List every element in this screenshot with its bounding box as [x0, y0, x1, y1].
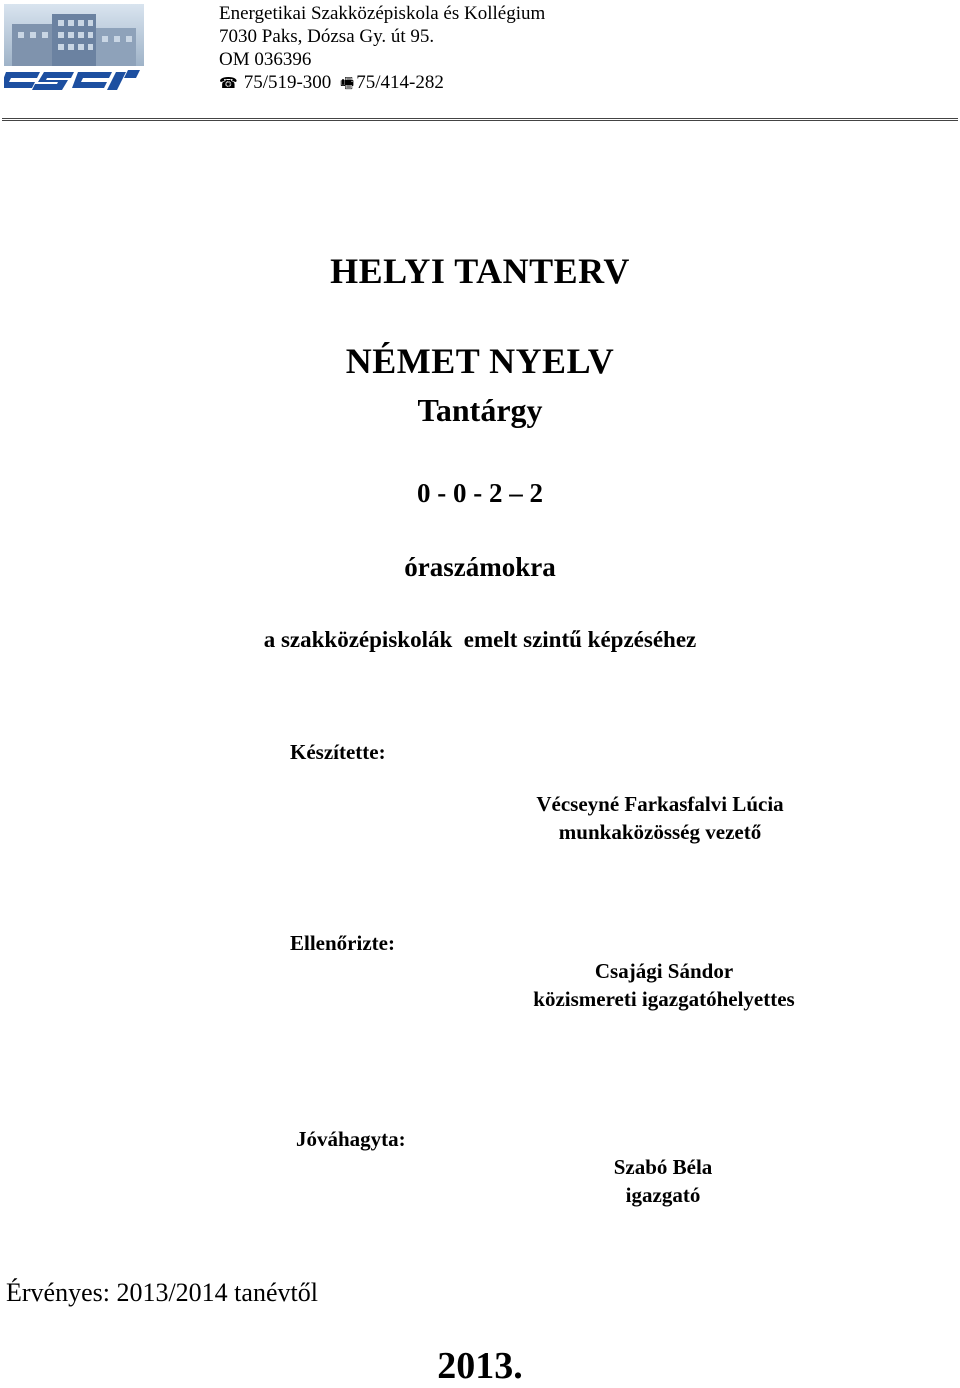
hours-distribution: 0 - 0 - 2 – 2: [417, 478, 543, 508]
school-address: 7030 Paks, Dózsa Gy. út 95.: [219, 26, 435, 47]
document-title: HELYI TANTERV: [330, 251, 630, 291]
checked-role: közismereti igazgatóhelyettes: [533, 987, 795, 1011]
prepared-name: Vécseyné Farkasfalvi Lúcia: [536, 792, 784, 816]
header-divider: [2, 118, 958, 121]
om-number: OM 036396: [219, 49, 312, 70]
contact-line: [219, 72, 444, 94]
school-name: Energetikai Szakközépiskola és Kollégium: [219, 3, 546, 24]
prepared-label: Készítette:: [290, 740, 386, 764]
approved-name: Szabó Béla: [613, 1155, 713, 1179]
approved-role: igazgató: [625, 1183, 701, 1207]
hours-label: óraszámokra: [404, 552, 556, 582]
checked-name: Csajági Sándor: [594, 959, 734, 983]
target-description: a szakközépiskolák emelt szintű képzéséhez: [263, 627, 697, 652]
phone-icon: ☎: [219, 74, 238, 92]
subject-label: Tantárgy: [417, 392, 543, 428]
checked-label: Ellenőrizte:: [290, 931, 395, 955]
prepared-role: munkaközösség vezető: [558, 820, 762, 844]
validity-note: Érvényes: 2013/2014 tanévtől: [6, 1278, 318, 1307]
fax-number: 75/414-282: [356, 72, 444, 93]
subject-name: NÉMET NYELV: [345, 341, 615, 381]
phone-number: 75/519-300: [243, 72, 332, 93]
fax-icon: 🖷: [340, 74, 355, 92]
approved-label: Jóváhagyta:: [296, 1127, 406, 1151]
document-year: 2013.: [437, 1345, 523, 1387]
school-logo: [4, 4, 144, 96]
